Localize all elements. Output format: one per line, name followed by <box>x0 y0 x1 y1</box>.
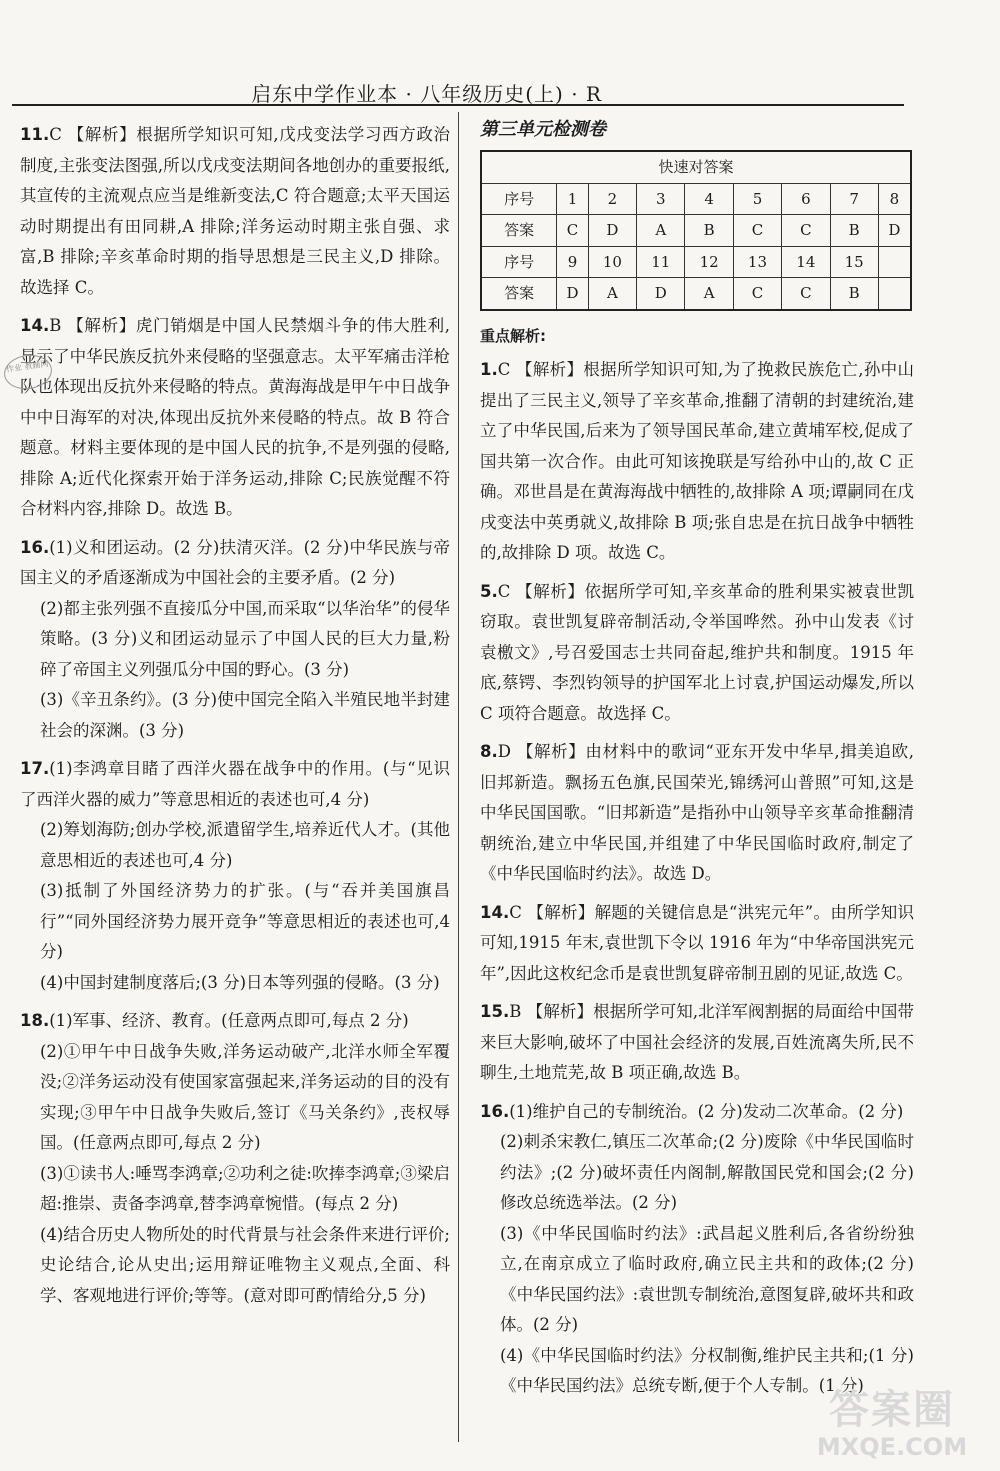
answer-text: C 【解析】根据所学知识可知,戊戌变法学习西方政治制度,主张变法图强,所以戊戌变法期间各地创办的重要报纸,其宣传的主流观点应当是维新变法,C 符合题意;太平天国运动时期提出有田同耕,A 排除;洋务运动时期主张自强、求富,B 排除;辛亥革命时期的指导思想是三民主义,D 排除。故选择 C。 <box>20 125 450 297</box>
row-header-cell: 答案 <box>481 215 557 247</box>
right-column <box>480 120 914 1410</box>
answer-line <box>480 737 914 890</box>
column-divider <box>458 112 459 1442</box>
answer-text: (2)刺杀宋教仁,镇压二次革命;(2 分)废除《中华民国临时约法》;(2 分)破坏责任内阁制,解散国民党和国会;(2 分)修改总统选举法。(2 分) <box>500 1132 914 1212</box>
answer-text: (2)筹划海防;创办学校,派遣留学生,培养近代人才。(其他意思相近的表述也可,4 分) <box>40 820 450 870</box>
question-number: 1. <box>480 360 498 379</box>
answer-line <box>20 1037 450 1159</box>
answer-text: C 【解析】依据所学可知,辛亥革命的胜利果实被袁世凯窃取。袁世凯复辟帝制活动,令举国哗然。孙中山发表《讨袁檄文》,号召爱国志士共同奋起,维护共和制度。1915 年底,蔡锷、李烈钧领导的护国军北上讨袁,护国运动爆发,所以 C 项符合题意。故选择 C。 <box>480 581 914 723</box>
stamp-text: 作业 教辅网 <box>5 359 49 374</box>
right-items <box>480 355 914 1402</box>
table-cell: C <box>782 215 830 247</box>
table-row <box>481 278 911 310</box>
answer-line <box>20 533 450 594</box>
question-number: 16. <box>480 1101 510 1121</box>
table-cell: D <box>878 215 911 247</box>
question-number: 14. <box>20 316 50 335</box>
answer-line <box>480 1127 914 1219</box>
table-cell: 7 <box>830 183 878 215</box>
answer-item <box>480 1097 914 1402</box>
answer-text: (4)《中华民国临时约法》分权制衡,维护民主共和;(1 分)《中华民国约法》总统专断,便于个人专制。(1 分) <box>500 1345 914 1395</box>
watermark-logo <box>792 1387 992 1467</box>
row-header-cell: 序号 <box>481 183 557 215</box>
question-number: 8. <box>480 742 498 761</box>
table-row <box>481 183 911 215</box>
answer-line <box>20 815 450 876</box>
table-caption: 快速对答案 <box>481 151 911 183</box>
question-number: 14. <box>480 902 510 922</box>
answer-line <box>480 1219 914 1341</box>
answer-item <box>480 577 914 730</box>
table-cell: A <box>685 278 733 310</box>
question-number: 15. <box>480 1002 510 1021</box>
table-cell: B <box>830 215 878 247</box>
answer-text: B 【解析】根据所学可知,北洋军阀割据的局面给中国带来巨大影响,破坏了中国社会经济的发展,百姓流离失所,民不聊生,土地荒芜,故 B 项正确,故选 B。 <box>480 1002 914 1082</box>
answer-line <box>20 311 450 525</box>
answer-item <box>20 533 450 747</box>
question-number: 11. <box>20 125 50 144</box>
table-cell: 9 <box>557 246 588 278</box>
answer-line <box>480 1097 914 1128</box>
answer-text: (4)中国封建制度落后;(3 分)日本等列强的侵略。(3 分) <box>40 972 440 992</box>
answer-text: (3)抵制了外国经济势力的扩张。(与“吞并美国旗昌行”“同外国经济势力展开竞争”等意思相近的表述也可,4 分) <box>40 881 450 961</box>
watermark-title: 答案圈 <box>829 1387 955 1433</box>
table-cell: 10 <box>588 246 636 278</box>
table-cell: 4 <box>685 183 733 215</box>
answer-line <box>20 876 450 968</box>
table-cell: B <box>830 278 878 310</box>
key-analysis-label: 重点解析: <box>480 326 546 345</box>
left-column <box>20 120 450 1319</box>
table-row <box>481 215 911 247</box>
answer-item <box>20 1006 450 1311</box>
answer-text: (3)《辛丑条约》。(3 分)使中国完全陷入半殖民地半封建社会的深渊。(3 分) <box>40 690 450 740</box>
table-cell: 1 <box>557 183 588 215</box>
row-header-cell: 序号 <box>481 246 557 278</box>
answer-item <box>20 311 450 525</box>
answer-text: D 【解析】由材料中的歌词“亚东开发中华早,揖美追欧,旧邦新造。飘扬五色旗,民国荣光,锦绣河山普照”可知,这是中华民国国歌。“旧邦新造”是指孙中山领导辛亥革命推翻清朝统治,建立中华民国,并组建了中华民国临时政府,制定了《中华民国临时约法》。故选 D。 <box>480 742 914 883</box>
table-cell: C <box>782 278 830 310</box>
table-cell: 8 <box>878 183 911 215</box>
answer-text: (4)结合历史人物所处的时代背景与社会条件来进行评价;史论结合,论从史出;运用辩证唯物主义观点,全面、科学、客观地进行评价;等等。(意对即可酌情给分,5 分) <box>40 1224 450 1305</box>
answer-item <box>480 898 914 990</box>
answer-item <box>20 120 450 303</box>
table-cell: A <box>588 278 636 310</box>
answer-text: (3)《中华民国临时约法》:武昌起义胜利后,各省纷纷独立,在南京成立了临时政府,确立民主共和的政体;(2 分)《中华民国约法》:袁世凯专制统治,意图复辟,破坏共和政体。(2 分) <box>500 1223 914 1334</box>
answer-text: (1)李鸿章目睹了西洋火器在战争中的作用。(与“见识了西洋火器的威力”等意思相近的表述也可,4 分) <box>20 759 450 809</box>
answer-line <box>480 997 914 1089</box>
answer-item <box>480 355 914 569</box>
answer-text: C 【解析】解题的关键信息是“洪宪元年”。由所学知识可知,1915 年末,袁世凯下令以 1916 年为“中华帝国洪宪元年”,因此这枚纪念币是袁世凯复辟帝制丑剧的见证,故选 C。 <box>480 902 914 983</box>
quick-answer-table <box>480 150 912 311</box>
table-row <box>481 246 911 278</box>
table-cell: 3 <box>637 183 685 215</box>
table-cell: 15 <box>830 246 878 278</box>
answer-line <box>20 1220 450 1312</box>
answer-line <box>480 898 914 990</box>
table-cell: C <box>733 215 781 247</box>
table-cell: D <box>637 278 685 310</box>
answer-line <box>20 1006 450 1037</box>
answer-line <box>20 1159 450 1220</box>
table-cell: 14 <box>782 246 830 278</box>
table-cell <box>878 278 911 310</box>
question-number: 16. <box>20 537 50 557</box>
answer-text: C 【解析】根据所学知识可知,为了挽救民族危亡,孙中山提出了三民主义,领导了辛亥革命,推翻了清朝的封建统治,建立了中华民国,后来为了领导国民革命,建立黄埔军校,促成了国共第一次合作。由此可知该挽联是写给孙中山的,故 C 正确。邓世昌是在黄海海战中牺牲的,故排除 A 项;谭嗣同在戊戌变法中英勇就义,故排除 B 项;张自忠是在抗日战争中牺牲的,故排除 D 项。故选 C。 <box>480 360 914 562</box>
table-cell <box>878 246 911 278</box>
table-cell: C <box>557 215 588 247</box>
section-title: 第三单元检测卷 <box>480 119 606 140</box>
answer-item <box>20 754 450 998</box>
answer-text: B 【解析】虎门销烟是中国人民禁烟斗争的伟大胜利,显示了中华民族反抗外来侵略的坚强意志。太平军痛击洋枪队也体现出反抗外来侵略的特点。黄海海战是甲午中日战争中中日海军的对决,体现出反抗外来侵略的特点。故 B 符合题意。材料主要体现的是中国人民的抗争,不是列强的侵略,排除 A;近代化探索开始于洋务运动,排除 C;民族觉醒不符合材料内容,排除 D。故选 B。 <box>20 316 450 518</box>
answer-line <box>480 577 914 730</box>
table-cell: 11 <box>637 246 685 278</box>
answer-line <box>20 120 450 303</box>
watermark-url: MXQE.COM <box>816 1433 968 1461</box>
answer-text: (1)军事、经济、教育。(任意两点即可,每点 2 分) <box>49 1011 409 1030</box>
table-cell: C <box>733 278 781 310</box>
table-cell: 5 <box>733 183 781 215</box>
answer-line <box>480 355 914 569</box>
answer-line <box>20 594 450 686</box>
table-cell: D <box>557 278 588 310</box>
answer-item <box>480 997 914 1089</box>
row-header-cell: 答案 <box>481 278 557 310</box>
table-cell: D <box>588 215 636 247</box>
table-cell: A <box>637 215 685 247</box>
table-cell: 13 <box>733 246 781 278</box>
page-header <box>0 70 1000 106</box>
question-number: 5. <box>480 581 498 601</box>
answer-text: (1)维护自己的专制统治。(2 分)发动二次革命。(2 分) <box>509 1101 904 1121</box>
question-number: 18. <box>20 1011 50 1030</box>
question-number: 17. <box>20 759 50 778</box>
table-cell: B <box>685 215 733 247</box>
table-cell: 6 <box>782 183 830 215</box>
page-header-title: 启东中学作业本 · 八年级历史(上) · R <box>251 82 602 106</box>
table-cell: 12 <box>685 246 733 278</box>
answer-text: (2)①甲午中日战争失败,洋务运动破产,北洋水师全军覆没;②洋务运动没有使国家富强起来,洋务运动的目的没有实现;③甲午中日战争失败后,签订《马关条约》,丧权辱国。(任意两点即可,每点 2 分) <box>40 1041 450 1152</box>
answer-text: (3)①读书人:唾骂李鸿章;②功利之徒:吹捧李鸿章;③梁启超:推崇、责备李鸿章,替李鸿章惋惜。(每点 2 分) <box>40 1163 450 1213</box>
answer-text: (2)都主张列强不直接瓜分中国,而采取“以华治华”的侵华策略。(3 分)义和团运动显示了中国人民的巨大力量,粉碎了帝国主义列强瓜分中国的野心。(3 分) <box>40 598 450 679</box>
answer-line <box>20 968 450 999</box>
answer-item <box>480 737 914 890</box>
answer-line <box>20 685 450 746</box>
answer-text: (1)义和团运动。(2 分)扶清灭洋。(2 分)中华民族与帝国主义的矛盾逐渐成为中国社会的主要矛盾。(2 分) <box>20 537 450 587</box>
header-rule <box>12 104 904 106</box>
table-cell: 2 <box>588 183 636 215</box>
answer-line <box>20 754 450 815</box>
